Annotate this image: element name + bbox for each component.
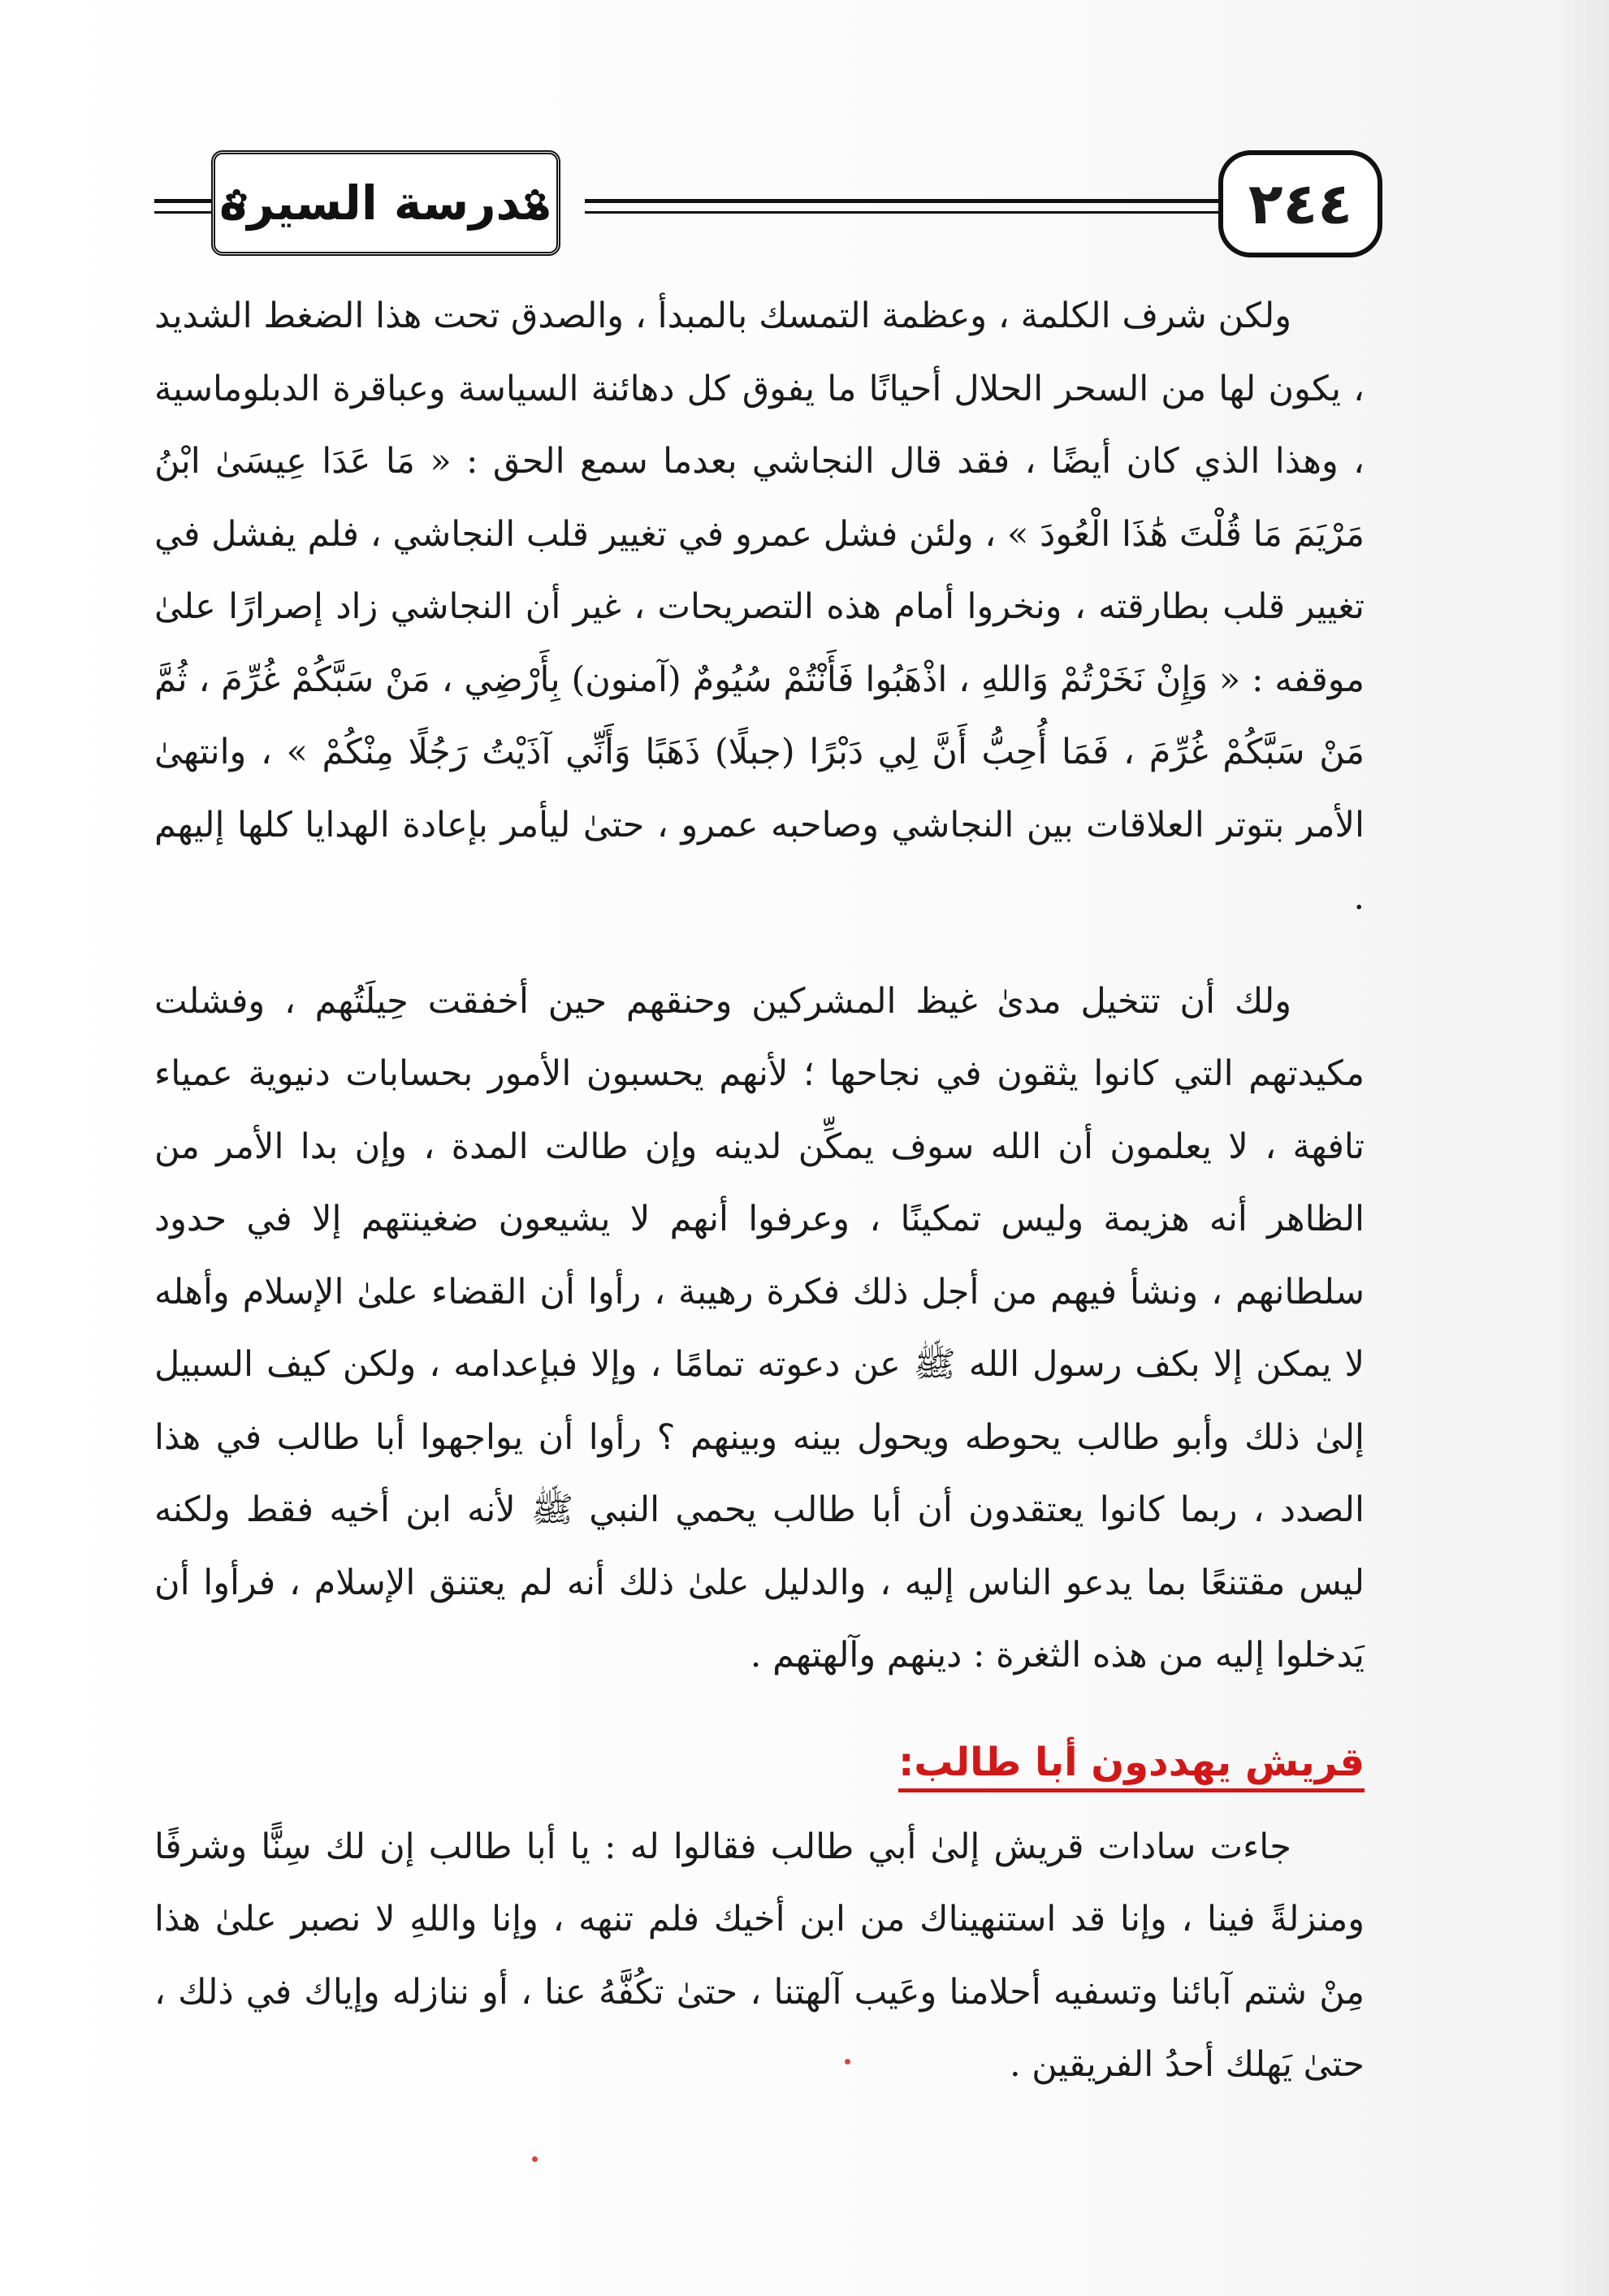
scan-speck xyxy=(532,2156,538,2162)
book-title-cartouche xyxy=(211,150,560,256)
page-body xyxy=(154,280,1365,2102)
paragraph-3: جاءت سادات قريش إلىٰ أبي طالب فقالوا له : يا أبا طالب إن لك سِنًّا وشرفًا ومنزلةً فينا ، وإنا قد استنهيناك من ابن أخيك فلم تنهه ، وإنا واللهِ لا نصبر علىٰ هذا مِنْ شتم آبائنا وتسفيه أحلامنا وعَيب آلهتنا ، حتىٰ تكُفَّهُ عنا ، أو ننازله وإياك في ذلك ، حتىٰ يَهلك أحدُ الفريقين . xyxy=(154,1826,1365,2085)
scan-speck xyxy=(845,2059,850,2065)
paragraph-2: ولك أن تتخيل مدىٰ غيظ المشركين وحنقهم حين أخفقت حِيلَتُهم ، وفشلت مكيدتهم التي كانوا يثقون في نجاحها ؛ لأنهم يحسبون الأمور بحسابات دنيوية عمياء تافهة ، لا يعلمون أن الله سوف يمكِّن لدينه وإن طالت المدة ، وإن بدا الأمر من الظاهر أنه هزيمة وليس تمكينًا ، وعرفوا أنهم لا يشيعون ضغينتهم إلا في حدود سلطانهم ، ونشأ فيهم من أجل ذلك فكرة رهيبة ، رأوا أن القضاء علىٰ الإسلام وأهله لا يمكن إلا بكف رسول الله ﷺ عن دعوته تمامًا ، وإلا فبإعدامه ، ولكن كيف السبيل إلىٰ ذلك وأبو طالب يحوطه ويحول بينه وبينهم ؟ رأوا أن يواجهوا أبا طالب في هذا الصدد ، ربما كانوا يعتقدون أن أبا طالب يحمي النبي ﷺ لأنه ابن أخيه فقط ولكنه ليس مقتنعًا بما يدعو الناس إليه ، والدليل علىٰ ذلك أنه لم يعتنق الإسلام ، فرأوا أن يَدخلوا إليه من هذه الثغرة : دينهم وآلهتهم . xyxy=(154,980,1365,1676)
page-header xyxy=(154,142,1377,264)
header-rule-middle xyxy=(585,199,1243,214)
page-number-frame xyxy=(1218,150,1382,257)
page-number: ٢٤٤ xyxy=(1248,171,1353,237)
section-heading: قريش يهددون أبا طالب: xyxy=(898,1738,1365,1792)
paragraph-spacer xyxy=(154,935,1365,966)
page-edge-shadow xyxy=(1552,0,1609,2296)
paragraph-1: ولكن شرف الكلمة ، وعظمة التمسك بالمبدأ ، والصدق تحت هذا الضغط الشديد ، يكون لها من السحر الحلال أحيانًا ما يفوق كل دهائنة السياسة وعباقرة الدبلوماسية ، وهذا الذي كان أيضًا ، فقد قال النجاشي بعدما سمع الحق : « مَا عَدَا عِيسَىٰ ابْنُ مَرْيَمَ مَا قُلْتَ هَٰذَا الْعُودَ » ، ولئن فشل عمرو في تغيير قلب النجاشي ، فلم يفشل في تغيير قلب بطارقته ، ونخروا أمام هذه التصريحات ، غير أن النجاشي زاد إصرارًا علىٰ موقفه : « وَإِنْ نَخَرْتُمْ وَاللهِ ، اذْهَبُوا فَأَنْتُمْ سُيُومٌ (آمنون) بِأَرْضِي ، مَنْ سَبَّكُمْ غُرِّمَ ، ثُمَّ مَنْ سَبَّكُمْ غُرِّمَ ، فَمَا أُحِبُّ أَنَّ لِي دَبْرًا (جبلًا) ذَهَبًا وَأَنِّي آذَيْتُ رَجُلًا مِنْكُمْ » ، وانتهىٰ الأمر بتوتر العلاقات بين النجاشي وصاحبه عمرو ، حتىٰ ليأمر بإعادة الهدايا كلها إليهم . xyxy=(154,296,1365,918)
section-heading-row xyxy=(154,1728,1365,1785)
book-title: ✿ مدرسة السيرة xyxy=(219,175,552,231)
